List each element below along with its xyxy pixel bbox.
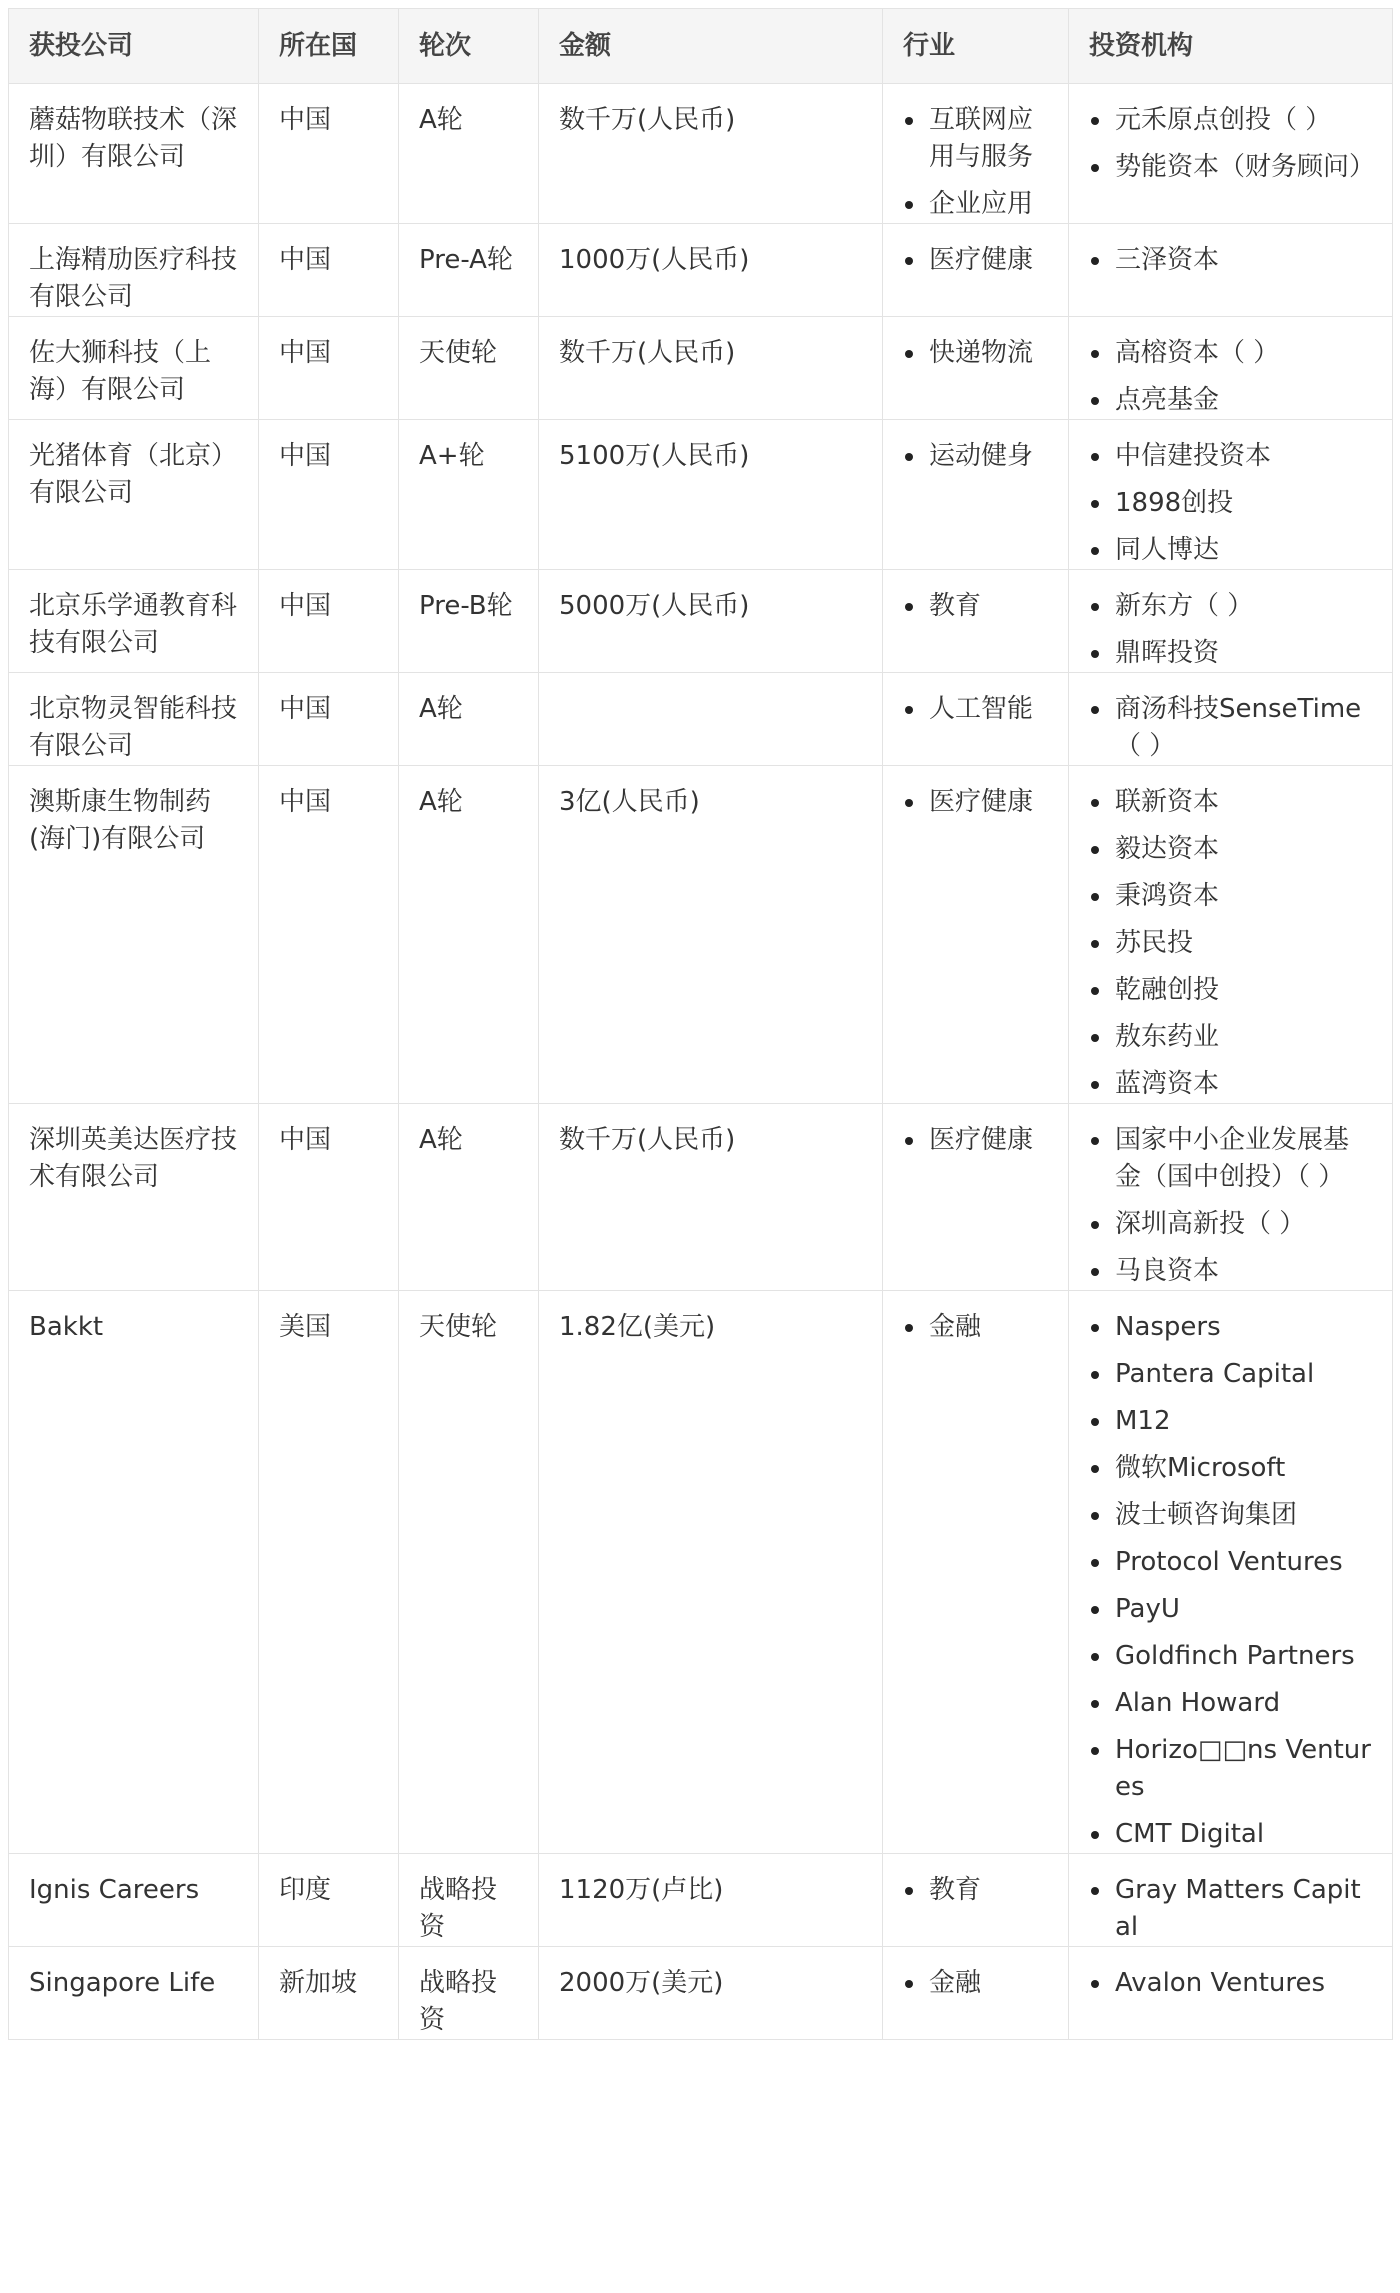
investor-item: Alan Howard bbox=[1089, 1685, 1374, 1722]
country-cell: 中国 bbox=[259, 1104, 399, 1291]
industry-cell bbox=[883, 1947, 1069, 2040]
investor-item: M12 bbox=[1089, 1403, 1374, 1440]
company-cell: 北京物灵智能科技有限公司 bbox=[9, 673, 259, 766]
investors-list bbox=[1089, 1122, 1374, 1290]
investor-item: 国家中小企业发展基金（国中创投）（ ） bbox=[1089, 1122, 1374, 1196]
investors-cell bbox=[1069, 766, 1393, 1104]
company-cell: 北京乐学通教育科技有限公司 bbox=[9, 570, 259, 673]
industry-item: 快递物流 bbox=[903, 335, 1050, 372]
round-cell: 天使轮 bbox=[399, 1291, 539, 1854]
investors-list bbox=[1089, 588, 1374, 672]
investor-item: PayU bbox=[1089, 1591, 1374, 1628]
table-row bbox=[9, 1947, 1393, 2040]
table-row bbox=[9, 1104, 1393, 1291]
table-row bbox=[9, 673, 1393, 766]
country-cell: 印度 bbox=[259, 1854, 399, 1947]
company-cell: 深圳英美达医疗技术有限公司 bbox=[9, 1104, 259, 1291]
investor-item: Avalon Ventures bbox=[1089, 1965, 1374, 2002]
industry-item: 教育 bbox=[903, 1872, 1050, 1909]
industry-item: 互联网应用与服务 bbox=[903, 102, 1050, 176]
table-row bbox=[9, 420, 1393, 570]
round-cell: Pre-B轮 bbox=[399, 570, 539, 673]
country-cell: 中国 bbox=[259, 766, 399, 1104]
amount-cell: 数千万(人民币) bbox=[539, 1104, 883, 1291]
round-cell: 战略投资 bbox=[399, 1854, 539, 1947]
investors-list bbox=[1089, 242, 1374, 279]
round-cell: 战略投资 bbox=[399, 1947, 539, 2040]
round-cell: A轮 bbox=[399, 766, 539, 1104]
investor-item: 高榕资本（ ） bbox=[1089, 335, 1374, 372]
investor-item: Goldfinch Partners bbox=[1089, 1638, 1374, 1675]
industry-cell bbox=[883, 224, 1069, 317]
investors-cell bbox=[1069, 420, 1393, 570]
industry-list bbox=[903, 588, 1050, 625]
amount-cell bbox=[539, 673, 883, 766]
investor-item: Pantera Capital bbox=[1089, 1356, 1374, 1393]
industry-cell bbox=[883, 766, 1069, 1104]
amount-cell: 数千万(人民币) bbox=[539, 84, 883, 224]
investor-item: 同人博达 bbox=[1089, 532, 1374, 569]
header-company: 获投公司 bbox=[9, 9, 259, 84]
industry-cell bbox=[883, 1854, 1069, 1947]
investor-item: 马良资本 bbox=[1089, 1253, 1374, 1290]
investors-cell bbox=[1069, 1947, 1393, 2040]
investors-cell bbox=[1069, 317, 1393, 420]
industry-item: 人工智能 bbox=[903, 691, 1050, 728]
investor-item: 深圳高新投（ ） bbox=[1089, 1206, 1374, 1243]
investor-item: CMT Digital bbox=[1089, 1816, 1374, 1853]
investor-item: Horizo□□ns Ventures bbox=[1089, 1732, 1374, 1806]
investor-item: 秉鸿资本 bbox=[1089, 878, 1374, 915]
table-row bbox=[9, 570, 1393, 673]
industry-cell bbox=[883, 84, 1069, 224]
company-cell: 上海精劢医疗科技有限公司 bbox=[9, 224, 259, 317]
industry-item: 金融 bbox=[903, 1965, 1050, 2002]
investors-list bbox=[1089, 1309, 1374, 1853]
industry-list bbox=[903, 438, 1050, 475]
investors-list bbox=[1089, 784, 1374, 1103]
round-cell: A+轮 bbox=[399, 420, 539, 570]
industry-list bbox=[903, 1309, 1050, 1346]
amount-cell: 5000万(人民币) bbox=[539, 570, 883, 673]
header-country: 所在国 bbox=[259, 9, 399, 84]
investors-cell bbox=[1069, 84, 1393, 224]
industry-item: 企业应用 bbox=[903, 186, 1050, 223]
industry-cell bbox=[883, 673, 1069, 766]
amount-cell: 3亿(人民币) bbox=[539, 766, 883, 1104]
country-cell: 中国 bbox=[259, 317, 399, 420]
table-row bbox=[9, 224, 1393, 317]
company-cell: Singapore Life bbox=[9, 1947, 259, 2040]
country-cell: 中国 bbox=[259, 224, 399, 317]
investor-item: Protocol Ventures bbox=[1089, 1544, 1374, 1581]
investor-item: 乾融创投 bbox=[1089, 972, 1374, 1009]
round-cell: A轮 bbox=[399, 673, 539, 766]
header-amount: 金额 bbox=[539, 9, 883, 84]
investor-item: 中信建投资本 bbox=[1089, 438, 1374, 475]
investors-list bbox=[1089, 1872, 1374, 1946]
table-row bbox=[9, 1291, 1393, 1854]
header-round: 轮次 bbox=[399, 9, 539, 84]
industry-list bbox=[903, 102, 1050, 223]
table-row bbox=[9, 766, 1393, 1104]
industry-cell bbox=[883, 1104, 1069, 1291]
amount-cell: 数千万(人民币) bbox=[539, 317, 883, 420]
investors-cell bbox=[1069, 673, 1393, 766]
investor-item: 商汤科技SenseTime（ ） bbox=[1089, 691, 1374, 765]
industry-item: 医疗健康 bbox=[903, 242, 1050, 279]
country-cell: 中国 bbox=[259, 420, 399, 570]
investor-item: Naspers bbox=[1089, 1309, 1374, 1346]
round-cell: Pre-A轮 bbox=[399, 224, 539, 317]
header-investors: 投资机构 bbox=[1069, 9, 1393, 84]
investor-item: 鼎晖投资 bbox=[1089, 635, 1374, 672]
amount-cell: 1000万(人民币) bbox=[539, 224, 883, 317]
investors-cell bbox=[1069, 1854, 1393, 1947]
investment-table-container bbox=[8, 8, 1392, 2040]
investor-item: 新东方（ ） bbox=[1089, 588, 1374, 625]
round-cell: A轮 bbox=[399, 84, 539, 224]
company-cell: 佐大狮科技（上海）有限公司 bbox=[9, 317, 259, 420]
investors-list bbox=[1089, 1965, 1374, 2002]
industry-cell bbox=[883, 420, 1069, 570]
country-cell: 中国 bbox=[259, 673, 399, 766]
industry-item: 运动健身 bbox=[903, 438, 1050, 475]
industry-list bbox=[903, 335, 1050, 372]
country-cell: 中国 bbox=[259, 570, 399, 673]
industry-list bbox=[903, 242, 1050, 279]
industry-item: 医疗健康 bbox=[903, 1122, 1050, 1159]
investors-cell bbox=[1069, 1291, 1393, 1854]
investor-item: Gray Matters Capital bbox=[1089, 1872, 1374, 1946]
investor-item: 联新资本 bbox=[1089, 784, 1374, 821]
investment-table bbox=[8, 8, 1393, 2040]
investor-item: 苏民投 bbox=[1089, 925, 1374, 962]
round-cell: A轮 bbox=[399, 1104, 539, 1291]
table-body bbox=[9, 84, 1393, 2040]
amount-cell: 1120万(卢比) bbox=[539, 1854, 883, 1947]
company-cell: Bakkt bbox=[9, 1291, 259, 1854]
company-cell: 光猪体育（北京）有限公司 bbox=[9, 420, 259, 570]
investor-item: 势能资本（财务顾问） bbox=[1089, 149, 1374, 186]
country-cell: 美国 bbox=[259, 1291, 399, 1854]
industry-list bbox=[903, 1965, 1050, 2002]
industry-list bbox=[903, 784, 1050, 821]
investor-item: 点亮基金 bbox=[1089, 382, 1374, 419]
round-cell: 天使轮 bbox=[399, 317, 539, 420]
investors-list bbox=[1089, 335, 1374, 419]
investors-list bbox=[1089, 691, 1374, 765]
investor-item: 1898创投 bbox=[1089, 485, 1374, 522]
investors-list bbox=[1089, 438, 1374, 569]
header-row bbox=[9, 9, 1393, 84]
amount-cell: 2000万(美元) bbox=[539, 1947, 883, 2040]
industry-list bbox=[903, 691, 1050, 728]
country-cell: 新加坡 bbox=[259, 1947, 399, 2040]
company-cell: Ignis Careers bbox=[9, 1854, 259, 1947]
industry-item: 金融 bbox=[903, 1309, 1050, 1346]
industry-cell bbox=[883, 317, 1069, 420]
amount-cell: 5100万(人民币) bbox=[539, 420, 883, 570]
industry-list bbox=[903, 1122, 1050, 1159]
investors-cell bbox=[1069, 224, 1393, 317]
industry-cell bbox=[883, 570, 1069, 673]
investor-item: 蓝湾资本 bbox=[1089, 1066, 1374, 1103]
table-row bbox=[9, 1854, 1393, 1947]
investor-item: 毅达资本 bbox=[1089, 831, 1374, 868]
investor-item: 微软Microsoft bbox=[1089, 1450, 1374, 1487]
table-row bbox=[9, 317, 1393, 420]
investor-item: 波士顿咨询集团 bbox=[1089, 1497, 1374, 1534]
investor-item: 敖东药业 bbox=[1089, 1019, 1374, 1056]
country-cell: 中国 bbox=[259, 84, 399, 224]
table-row bbox=[9, 84, 1393, 224]
amount-cell: 1.82亿(美元) bbox=[539, 1291, 883, 1854]
company-cell: 澳斯康生物制药(海门)有限公司 bbox=[9, 766, 259, 1104]
company-cell: 蘑菇物联技术（深圳）有限公司 bbox=[9, 84, 259, 224]
table-header bbox=[9, 9, 1393, 84]
header-industry: 行业 bbox=[883, 9, 1069, 84]
investors-cell bbox=[1069, 1104, 1393, 1291]
investors-cell bbox=[1069, 570, 1393, 673]
industry-list bbox=[903, 1872, 1050, 1909]
industry-cell bbox=[883, 1291, 1069, 1854]
industry-item: 教育 bbox=[903, 588, 1050, 625]
investor-item: 元禾原点创投（ ） bbox=[1089, 102, 1374, 139]
investor-item: 三泽资本 bbox=[1089, 242, 1374, 279]
industry-item: 医疗健康 bbox=[903, 784, 1050, 821]
investors-list bbox=[1089, 102, 1374, 186]
